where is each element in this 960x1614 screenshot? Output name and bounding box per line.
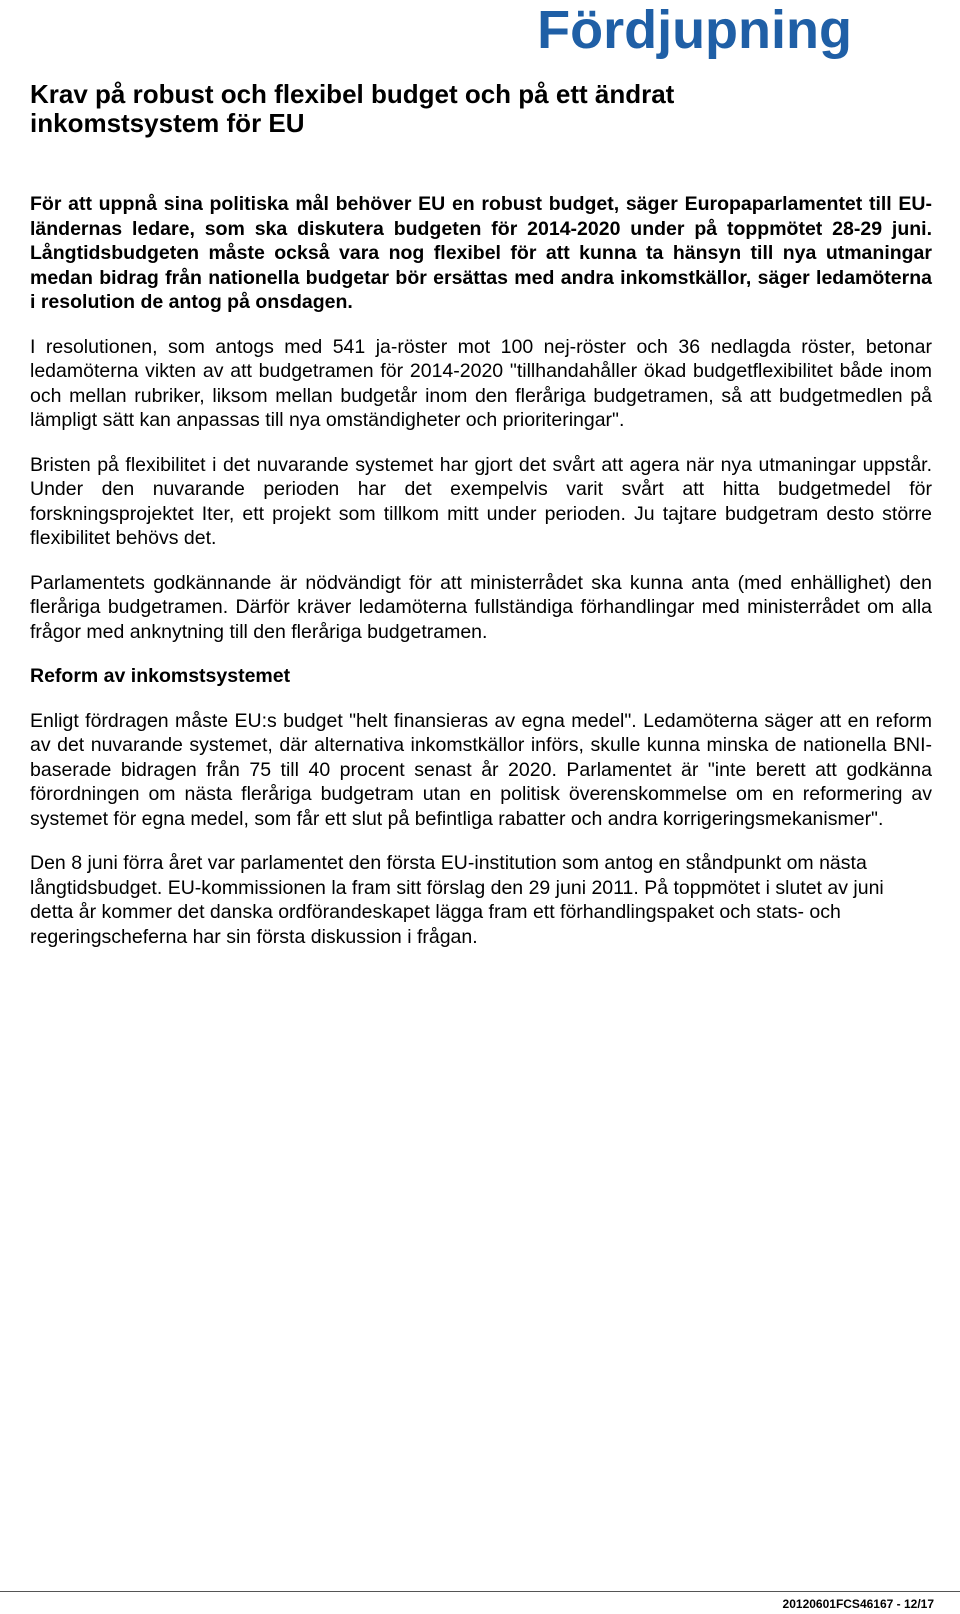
article-paragraph-4: Enligt fördragen måste EU:s budget "helt finansieras av egna medel". Ledamöterna säger att en reform av det nuvarande systemet, där alternativa inkomstkällor införs, skulle kunna minska de nationella BNI-baserade bidragen från 75 till 40 procent senast år 2020. Parlamentet är "inte berett att godkänna förordningen om nästa fleråriga budgetram utan en politisk överenskommelse om en reformering av systemet för egna medel, som får ett slut på befintliga rabatter och andra korrigeringsmekanismer".	[30, 709, 932, 830]
article-subheading: Reform av inkomstsystemet	[30, 665, 291, 687]
footer-divider	[0, 1591, 960, 1592]
article-title: Krav på robust och flexibel budget och på ett ändrat inkomstsystem för EU	[30, 79, 675, 138]
article-paragraph-5: Den 8 juni förra året var parlamentet den första EU-institution som antog en ståndpunkt om nästa långtidsbudget. EU-kommissionen la fram sitt förslag den 29 juni 2011. På toppmötet i slutet av juni detta år kommer det danska ordförandeskapet lägga fram ett förhandlingspaket och stats- och regeringscheferna har sin första diskussion i frågan.	[30, 852, 884, 948]
article-lead: För att uppnå sina politiska mål behöver EU en robust budget, säger Europaparlamentet till EU-ländernas ledare, som ska diskutera budgeten för 2014-2020 under på toppmötet 28-29 juni. Långtidsbudgeten måste också vara nog flexibel för att kunna ta hänsyn till nya utmaningar medan bidrag från nationella budgetar bör ersättas med andra inkomstkällor, säger ledamöterna i resolution de antog på onsdagen.	[30, 193, 932, 313]
footer-document-id: 20120601FCS46167 - 12/17	[782, 1597, 934, 1611]
article-paragraph-3: Parlamentets godkännande är nödvändigt för att ministerrådet ska kunna anta (med enhällighet) den fleråriga budgetramen. Därför kräver ledamöterna fullständiga förhandlingar med ministerrådet om alla frågor med anknytning till den fleråriga budgetramen.	[30, 571, 932, 643]
article-paragraph-1: I resolutionen, som antogs med 541 ja-röster mot 100 nej-röster och 36 nedlagda röster, betonar ledamöterna vikten av att budgetramen för 2014-2020 "tillhandahåller ökad budgetflexibilitet både inom och mellan rubriker, liksom mellan budgetår inom den fleråriga budgetramen, så att budgetmedlen på lämpligt sätt kan anpassas till nya omständigheter och prioriteringar".	[30, 335, 932, 431]
section-label: Fördjupning	[537, 0, 852, 60]
article-paragraph-2: Bristen på flexibilitet i det nuvarande systemet har gjort det svårt att agera när nya utmaningar uppstår. Under den nuvarande perioden har det exempelvis varit svårt att hitta budgetmedel för forskningsprojektet Iter, ett projekt som tillkom mitt under perioden. Ju tajtare budgetram desto större flexibilitet behövs det.	[30, 453, 932, 549]
article	[30, 80, 932, 949]
